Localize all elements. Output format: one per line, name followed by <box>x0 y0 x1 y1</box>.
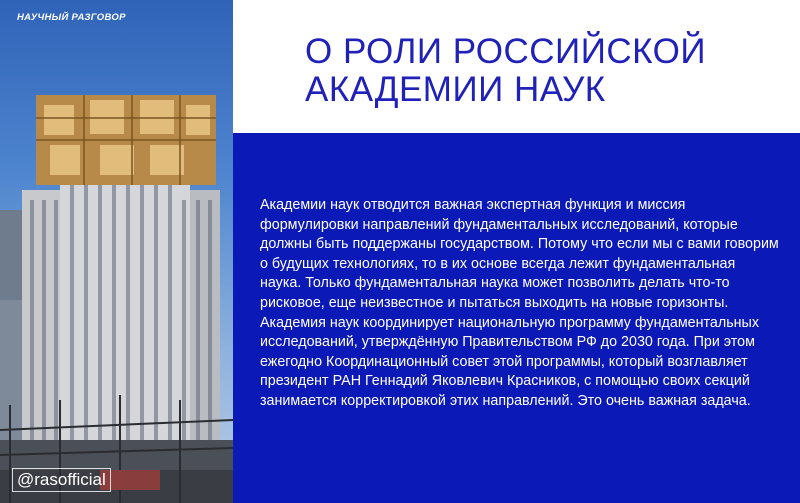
building-illustration <box>0 0 233 503</box>
title-line-1: О РОЛИ РОССИЙСКОЙ <box>305 32 707 71</box>
quote-text: Академии наук отводится важная экспертная функция и миссия формулировки направлений фундаментальных исследований, которые должны быть поддержаны государством. Потому что если мы с вами говорим о будущих технологиях, то в их основе всегда лежит фундаментальная наука. Только фундаментальная наука может позволить делать что-то рисковое, еще неизвестное и пытаться выходить на новые горизонты. Академия наук координирует национальную программу фундаментальных исследований, утверждённую Правительством РФ до 2030 года. При этом ежегодно Координационный совет этой программы, который возглавляет президент РАН Геннадий Яковлевич Красников, с помощью своих секций занимается корректировкой этих направлений. Это очень важная задача. <box>260 197 779 409</box>
title-area <box>233 0 800 133</box>
academy-building-photo <box>0 0 233 503</box>
page-title <box>305 33 706 109</box>
social-handle: @rasofficial <box>12 468 111 492</box>
series-label: НАУЧНЫЙ РАЗГОВОР <box>17 12 126 23</box>
quote-panel <box>233 133 800 503</box>
title-line-2: АКАДЕМИИ НАУК <box>305 70 606 109</box>
